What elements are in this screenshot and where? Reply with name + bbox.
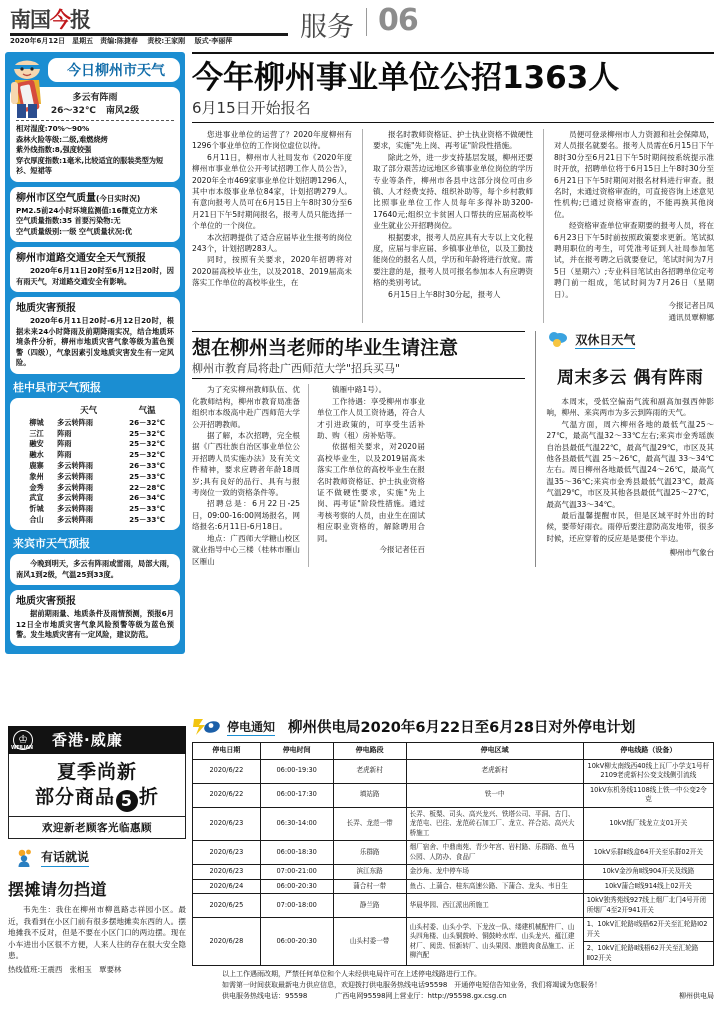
laibin-forecast-title: 来宾市天气预报 (13, 537, 90, 551)
geo-disaster-card-2 (10, 590, 180, 646)
article1-byline-right: 通讯员覃柳娜 (668, 312, 714, 322)
forecast-cond: 阵雨 (57, 450, 72, 460)
forecast-temp: 25－32℃ (129, 450, 166, 460)
forecast-cond: 阵雨 (57, 428, 72, 438)
weather-panel (5, 52, 185, 654)
guizhong-forecast-card (10, 398, 180, 531)
article2-para: 依据相关要求，对2020届高校毕业生，以及2019届高未落实工作单位的高校毕业生在报名时教师资格证、护士执业资格证不做硬性要求，实施"先上岗、再考证"阶段性措施。通过考核考察的人员，由业生在面试相应职业资格的，解除聘用合同。 (317, 442, 425, 543)
air-quality-line: PM2.5前24小时环境监测值:16微克立方米 (16, 205, 158, 215)
article2-column-1 (192, 384, 300, 567)
outage-col-road: 停电路段 (333, 743, 406, 760)
lightning-bolt-icon (192, 718, 222, 736)
outage-area: 老虎新村 (406, 759, 583, 783)
weekend-weather (546, 331, 714, 567)
forecast-row (16, 471, 174, 482)
outage-line: 10kV东机务线1108线上铁一中公变2令克 (583, 783, 713, 807)
forecast-row (16, 482, 174, 493)
forecast-cond: 多云转阵雨 (57, 504, 94, 514)
forecast-cond: 阵雨 (57, 439, 72, 449)
weather-detail: 相对湿度:70%～90% (16, 124, 90, 133)
outage-hotline: 供电服务热线电话：95598 (222, 992, 308, 1000)
forecast-city: 象州 (29, 471, 44, 481)
air-quality-list (16, 206, 174, 238)
outage-area: 金沙角、龙中停车场 (406, 865, 583, 880)
article2-para: 为了充实柳州教师队伍、优化教师结构，柳州市教育局准备组织市本级高中赴广西师范大学公开招聘教师。 (192, 385, 300, 429)
forecast-row (16, 450, 174, 461)
today-temp: 26～32℃ (50, 106, 96, 116)
laibin-forecast-card (10, 554, 180, 585)
article2-weekend-wrap (192, 331, 714, 567)
weather-detail: 森林火险等级:二级,难燃烧烤 (16, 134, 108, 144)
outage-time: 06:00-17:30 (260, 783, 333, 807)
outage-col-date: 停电日期 (193, 743, 261, 760)
article1-byline: 今报记者吕凤 (668, 301, 714, 311)
outage-time: 06:30-14:00 (260, 807, 333, 841)
weekend-body (546, 396, 714, 544)
newspaper-logo (10, 8, 140, 32)
speak-out-header (8, 848, 186, 867)
table-row (193, 783, 714, 807)
article2-columns (192, 384, 525, 567)
logo-text-tail: 报 (70, 7, 90, 32)
ad-crown-icon: ♔ (13, 730, 33, 750)
outage-road: 静兰路 (333, 894, 406, 918)
outage-date: 2020/6/24 (193, 879, 261, 894)
ad-footer: 欢迎新老顾客光临惠顾 (8, 817, 186, 839)
article2-para: 招聘总是：6月22日-25日，09:00-16:00网场报名，网络报名:6月11日-6月18日。 (192, 499, 300, 532)
forecast-row (16, 461, 174, 472)
outage-footer-line-3 (222, 991, 714, 1002)
today-weather-header (48, 58, 180, 82)
outage-date: 2020/6/25 (193, 894, 261, 918)
outage-footer-line-2: 如需第一时间获取最新电力供应信息，欢迎拨打供电服务热线电话95598 开通停电短信告知业务，我们将竭诚为您服务！ (222, 981, 602, 989)
article1-para: 6月11日，柳州市人社局发布《2020年度柳州市事业单位公开考试招聘工作人员公告》，2020年全市469家事业单位计划招聘1296人，其中市本级事业单位84家，计划招聘279人。有意向报考人员可在6月15日上午8时30分至6月21日下午5时期间报名，报考人员只能选择一个单位的一个岗位。 (192, 152, 353, 231)
masthead (0, 0, 720, 48)
article2 (192, 331, 525, 567)
outage-footer-line-1: 以上工作遇雨改期，严禁任何单位和个人未经供电局许可在上述停电线路进行工作。 (222, 970, 481, 978)
outage-area: 烟厂宿舍、中鼎南苑、青少年宫、岩村路、乐群路、鱼马公园、人防办、食品厂 (406, 841, 583, 865)
outage-time: 07:00-21:00 (260, 865, 333, 880)
table-row (193, 759, 714, 783)
air-quality-title-note: (今日实时况) (96, 193, 141, 203)
today-detail-list (16, 124, 174, 177)
forecast-city: 金秀 (29, 482, 44, 492)
outage-col-area: 停电区域 (406, 743, 583, 760)
outage-road: 填站路 (333, 783, 406, 807)
geo-disaster-title-2: 地质灾害预报 (16, 596, 76, 608)
forecast-row (16, 418, 174, 429)
outage-header-row (193, 743, 714, 760)
table-row (193, 918, 714, 942)
sun-cloud-icon (546, 331, 572, 349)
forecast-city: 融安 (29, 439, 44, 449)
forecast-row (16, 493, 174, 504)
weather-sidebar (5, 52, 185, 654)
speak-out-text: 韦先生：我住在柳州市柳邕路志祥园小区。最近，我看到在小区门前有很多摆地摊卖东西的人。摆地摊我不反对，但是不要在小区门口的两边摆。现在小车进出小区很不方便，人来人往的存在很大安全隐患。 (8, 905, 186, 960)
outage-line: 10kV柳太南线西40线上瓦厂小学支1号杆2109老虎新村公变支线侧引流线 (583, 759, 713, 783)
forecast-col-city (16, 403, 57, 418)
article1-para: 您进事业单位的运营了？2020年度柳州有1296个事业单位的工作岗位虚位以待。 (192, 130, 353, 151)
article1-para: 经资格审查单位审查期要的报考人员，将在6月23日下午5时前按照政策要求更新。笔试拟聘用职位的考生，可凭准考证到人社局参加笔试，并在报考聘之后就要登记，笔试时间为7月5日（星期六）;专业科目笔试由各招聘单位定考聘门前一组成，笔试时间为7月26日（星期日）。 (553, 221, 714, 299)
weekend-para: 气温方面，周六柳州各地的最低气温25～27℃，最高气温32～33℃左右;来宾市金秀瑶族自治县最低气温22℃，最高气温29℃，市区及其他各县最低气温 25～26℃，最高气温 33～34℃左右。周日柳州各地最低气温24～26℃，最高气温35～36℃;来宾市金秀县最低气温23℃，最高气温29℃，市区及其他各县最低气温25～27℃，最高气温33～34℃。 (546, 419, 714, 509)
dateline: 2020年6月12日 星期五 责编:陈捷春 责校:王家刚 版式·李丽萍 (10, 37, 233, 45)
road-safety-text: 2020年6月11日20时至6月12日20时，因有雨天气，对道路交通安全有影响。 (16, 266, 174, 286)
forecast-row (16, 439, 174, 450)
forecast-row (16, 515, 174, 526)
outage-road: 长弄、龙范一带 (333, 807, 406, 841)
outage-line: 10kV乐群Ⅱ线盒64开关至乐群02开关 (583, 841, 713, 865)
ad-logo-subtext: WEILIAN (11, 745, 33, 751)
outage-date: 2020/6/23 (193, 807, 261, 841)
laibin-forecast-body (16, 559, 174, 580)
headline-rule-bottom (192, 122, 714, 123)
forecast-temp: 25－32℃ (129, 439, 166, 449)
road-safety-card (10, 247, 180, 292)
article1-columns (192, 129, 714, 323)
outage-footer (192, 969, 714, 1002)
article1-subhead: 6月15日开始报名 (192, 99, 311, 117)
forecast-temp: 25－33℃ (129, 514, 166, 524)
ad-line2-post: 折 (139, 786, 160, 808)
outage-time: 06:00-19:30 (260, 759, 333, 783)
forecast-row (16, 428, 174, 439)
ad-brand-name: 香港·威廉 (52, 731, 123, 749)
forecast-city: 融水 (29, 450, 44, 460)
weekend-title: 周末多云 偶有阵雨 (556, 367, 704, 388)
column-separator (308, 384, 309, 567)
outage-time: 06:00-18:30 (260, 841, 333, 865)
column-separator (543, 129, 544, 323)
forecast-col-weather: 天气 (80, 405, 98, 416)
forecast-temp: 25－33℃ (129, 471, 166, 481)
ad-body (8, 754, 186, 817)
article2-para: 地点：广西师大学糖山校区就业指导中心三楼（桂林市雁山区雁山 (192, 533, 300, 566)
forecast-city: 武宣 (29, 493, 44, 503)
weather-detail: 紫外线指数:8,强度较强 (16, 145, 92, 154)
today-condition: 多云有阵雨 (72, 93, 118, 103)
outage-notice (192, 716, 714, 1002)
table-row (193, 841, 714, 865)
geo-disaster-title-1: 地质灾害预报 (16, 303, 76, 314)
article2-column-2 (317, 384, 425, 567)
outage-col-time: 停电时间 (260, 743, 333, 760)
speak-out-column (8, 848, 186, 975)
table-row (193, 894, 714, 918)
article2-para: 镇雁中路1号）。 (332, 385, 387, 395)
section-divider (366, 8, 367, 36)
ad-line2-pre: 部分商品 (34, 786, 115, 808)
outage-time: 07:00-18:00 (260, 894, 333, 918)
guizhong-forecast-title: 桂中县市天气预报 (13, 380, 101, 394)
outage-time: 06:00-20:30 (260, 918, 333, 966)
weekend-header (546, 331, 714, 349)
article2-subtitle: 柳州市教育局将赴广西师范大学"招兵买马" (192, 362, 401, 376)
forecast-city: 三江 (29, 428, 44, 438)
table-row (193, 865, 714, 880)
article1-para: 除此之外，进一步支持基层发展，柳州还要取了部分艰苦边远地区乡镇事业单位岗位的学历专业等条件，柳州市各县中这部分岗位可由乡镇、人才经费支持、组织补助等，每个乡村教师比照事业单位工作人员每年多得补助3200-17640元;组织立卡贫困人口帮扶的应届高校毕业生就业公开招聘岗位。 (372, 152, 534, 231)
column-separator (362, 129, 363, 323)
speech-bubble-person-icon (16, 849, 38, 867)
speak-out-body (8, 904, 186, 962)
article2-rule-top (192, 331, 525, 333)
forecast-row (16, 504, 174, 515)
speak-out-label: 有话就说 (41, 848, 89, 867)
article1-column-2 (373, 129, 533, 323)
outage-date: 2020/6/28 (193, 918, 261, 966)
article1-para: 报名时教师资格证、护士执业资格不做硬性要求，实施"先上岗、再考证"阶段性措施。 (372, 130, 534, 151)
forecast-city: 忻城 (29, 504, 44, 514)
article1-headline: 今年柳州事业单位公招1363人 (192, 60, 620, 96)
article2-para: 据了解，本次招聘，完全根据《广西壮族自治区事业单位公开招聘人员实施办法》及有关文件精神，要求应聘者年龄18周岁;具有良好的品行、具有与报考岗位一致的资格条件等。 (192, 431, 300, 498)
geo-disaster-text-1: 2020年6月11日20时-6月12日20时，根据未来24小时降雨及前期降雨实况，结合地质环境条件分析，柳州市地质灾害气象等级为蓝色预警（四级），气象因素引发地质灾害发生有一定风险。 (16, 316, 174, 367)
outage-date: 2020/6/23 (193, 865, 261, 880)
forecast-temp: 25－32℃ (129, 428, 166, 438)
outage-line: 10kV金沙角Ⅱ线904开关及线路 (583, 865, 713, 880)
forecast-temp: 26－32℃ (129, 417, 166, 427)
geo-disaster-card-1 (10, 297, 180, 374)
outage-line: 10kV蒲合Ⅱ线914线上02开关 (583, 879, 713, 894)
outage-time: 06:00-20:30 (260, 879, 333, 894)
outage-area: 铁一中 (406, 783, 583, 807)
forecast-header-row (16, 403, 174, 418)
outage-area: 长弄、板梨、司头、高兴龙兴、铁塔公司、平洞、古门、龙范屯、巴往、龙范砖石加工厂、龙立、祥合站、高兴大桥施工 (406, 807, 583, 841)
table-row (193, 807, 714, 841)
forecast-temp: 25－33℃ (129, 504, 166, 514)
outage-date: 2020/6/22 (193, 759, 261, 783)
ad-line-2 (9, 784, 185, 812)
article1-para: 同时，按照有关要求，2020年招聘将对2020届高校毕业生，以及2018、2019届高未落实工作单位的高校毕业生，在 (192, 255, 353, 288)
article2-byline: 今报记者任百 (379, 545, 425, 555)
article2-title: 想在柳州当老师的毕业生请注意 (192, 337, 459, 360)
outage-title: 柳州供电局2020年6月22日至6月28日对外停电计划 (288, 720, 636, 736)
forecast-city: 鹿寨 (29, 461, 44, 471)
article-weekend-separator (535, 331, 536, 567)
outage-area: 山头村委、山头小学、下龙汝一队、缕建机械配件厂、山头四角楼、山头铜鼓岭、铜鼓岭水库、山头龙兴、蕴江建材厂、阅贵、恒新转厂、山头果园、康胜肉食品施工、正柳汽配 (406, 918, 583, 966)
ad-header (8, 726, 186, 754)
forecast-cond: 多云转阵雨 (57, 417, 94, 427)
advertisement[interactable] (8, 726, 186, 839)
outage-label: 停电通知 (227, 719, 276, 734)
outage-area: 华晨华园、西江派出所施工 (406, 894, 583, 918)
outage-header (192, 716, 714, 737)
forecast-cond: 多云转阵雨 (57, 514, 94, 524)
outage-col-line: 停电线路（设备） (583, 743, 713, 760)
page-number: 06 (378, 3, 418, 38)
speak-out-title: 摆摊请勿挡道 (8, 880, 108, 899)
section-title: 服务 (300, 12, 354, 43)
main-content (192, 52, 714, 567)
geo-disaster-body-2 (16, 609, 174, 641)
weekend-signature: 柳州市气象台 (669, 548, 714, 558)
ad-line-1: 夏季尚新 (56, 761, 137, 783)
forecast-col-temp: 气温 (138, 405, 156, 416)
forecast-temp: 26－34℃ (129, 493, 166, 503)
speak-out-signature: 热线值班:王震西 张相玉 覃要林 (8, 964, 122, 974)
geo-disaster-text-2: 据前期雨量、地质条件及雨情预测，预报6月12日全市地质灾害气象风险预警等级为蓝色预警。发生地质灾害有一定风险，建议防范。 (16, 609, 174, 640)
outage-date: 2020/6/22 (193, 783, 261, 807)
outage-line-1: 1、10kV汇轮路Ⅰ线梧62开关至汇轮路Ⅰ02开关 (583, 918, 713, 942)
ad-discount-badge: 5 (116, 790, 138, 812)
article2-rule-bottom (192, 378, 525, 379)
logo-text-main: 南国 (10, 7, 50, 32)
outage-road: 老虎新村 (333, 759, 406, 783)
forecast-cond: 多云转阵雨 (57, 493, 94, 503)
article2-para: 工作待遇：享受柳州市事业单位工作人员工资待遇，符合人才引进政策的，可享受生活补助、购（租）房补贴等。 (317, 396, 425, 441)
forecast-cond: 多云转阵雨 (57, 471, 94, 481)
geo-disaster-body-1 (16, 316, 174, 369)
outage-line: 10kV独秀苑线927线上烟厂北门4号开闭所烟厂4至2开941开关 (583, 894, 713, 918)
outage-road: 滨江东路 (333, 865, 406, 880)
forecast-city: 柳城 (29, 417, 44, 427)
headline-rule-top (192, 52, 714, 54)
outage-date: 2020/6/23 (193, 841, 261, 865)
article1-column-3 (554, 129, 714, 323)
forecast-cond: 多云转阵雨 (57, 482, 94, 492)
article1-para: 6月15日上午8时30分起，报考人 (387, 289, 501, 299)
today-weather-title: 今日柳州市天气 (67, 63, 165, 79)
air-quality-title-main: 柳州市区空气质量 (16, 192, 96, 204)
article1-para: 本次招聘提供了适合应届毕业生报考的岗位243个，计划招聘283人。 (192, 232, 353, 254)
outage-road: 蒲合村一带 (333, 879, 406, 894)
forecast-temp: 26－33℃ (129, 461, 166, 471)
air-quality-line: 空气质量级别:一级 空气质量状况:优 (16, 226, 133, 236)
logo-text-accent: 今 (50, 7, 70, 32)
laibin-forecast-text: 今晚到明天，多云有阵雨或雷雨，局部大雨，南风1到2级，气温25到33度。 (16, 559, 174, 579)
outage-road: 乐群路 (333, 841, 406, 865)
outage-line: 10kV纸厂线龙立支01开关 (583, 807, 713, 841)
today-wind: 南风2级 (105, 106, 140, 116)
air-quality-line: 空气质量指数:35 首要污染物:无 (16, 216, 121, 225)
article1-para: 员便可登录柳州市人力资源和社会保障局，对人员报名就要名。报考人员需在6月15日下午8时30分至6月21日下午5时期间按系统提示准时开放，招聘单位将于6月15日上午8时30分至6月21日下午5时期间对报名材料进行审查。报名时，未通过资格审查的，可直接咨询上述意见性机构;已通过资格审查的，不能再换其他岗位。 (553, 130, 714, 219)
guizhong-forecast-table (16, 403, 174, 526)
forecast-city: 合山 (29, 514, 44, 524)
air-quality-title (16, 192, 174, 206)
outage-road: 山头村委一带 (333, 918, 406, 966)
air-quality-card (10, 187, 180, 243)
article1-column-1 (192, 129, 352, 323)
outage-line-2: 2、10kV汇轮路Ⅱ线梧62开关至汇轮路Ⅱ02开关 (583, 942, 713, 966)
outage-issuer: 柳州供电局 (679, 992, 714, 1000)
outage-table (192, 742, 714, 966)
weather-detail: 穿衣厚度指数:1毫米,比较适宜的服装类型为短衫、短裙等 (16, 155, 164, 175)
weather-mascot-icon (7, 54, 49, 120)
weekend-label: 双休日天气 (575, 332, 636, 347)
outage-website[interactable]: 广西电网95598网上营业厅：http://95598.gx.csg.cn (335, 992, 507, 1000)
forecast-cond: 多云转阵雨 (57, 461, 94, 471)
outage-area: 鱼占、上蒲合、桂东高速公路、下蒲合、龙头、韦日生 (406, 879, 583, 894)
weekend-para: 最后温馨提醒市民，但是区域平时外出的时候，要带好雨衣。雨停后要注意防高发地带，很多时候，还应穿着的反应是是要使个半边。 (546, 510, 714, 543)
road-safety-body (16, 266, 174, 287)
table-row (193, 879, 714, 894)
road-safety-title: 柳州市道路交通安全天气预报 (16, 253, 146, 264)
weekend-para: 本周末，受低空偏南气流和副高加强西伸影响，柳州、来宾两市为多云到阵雨的天气。 (546, 396, 714, 418)
article1-para: 根据要求，报考人员应具有大专以上文化程度，应届与非应届、乡镇事业单位，以及工勤技能岗位的报名人员，学历和年龄将进行放宽。需要注意的是，报考人员可报名参加本人有应聘资格的类别考试。 (372, 232, 534, 288)
forecast-temp: 22－28℃ (129, 482, 166, 492)
